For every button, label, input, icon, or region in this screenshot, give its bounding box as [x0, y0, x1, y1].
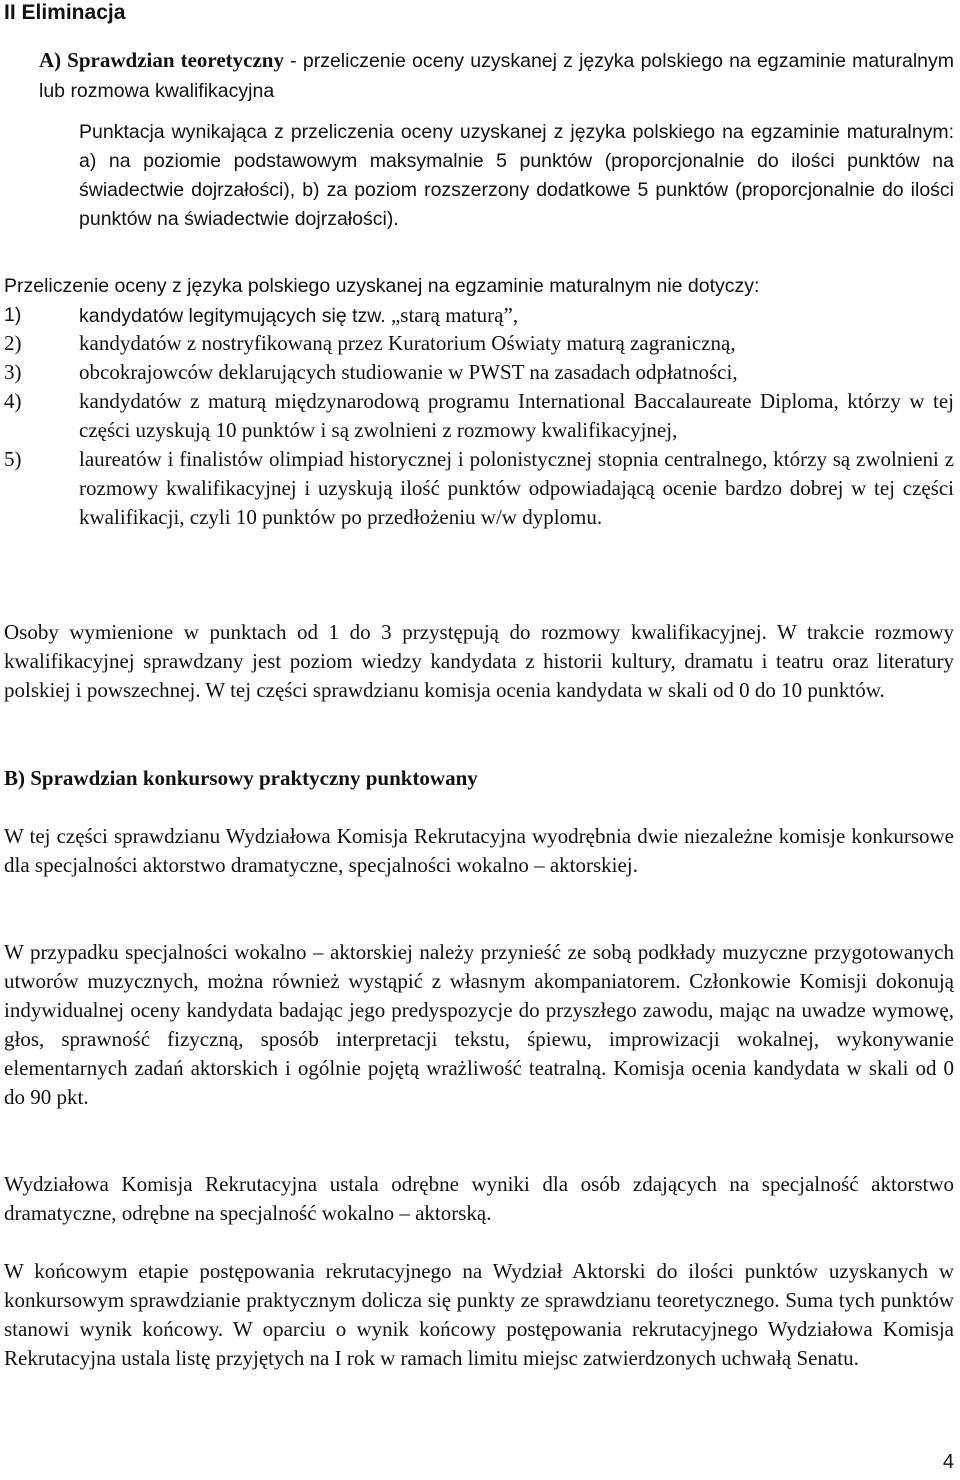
list-item [4, 387, 954, 445]
list-item [4, 301, 954, 331]
list-item-text: laureatów i finalistów olimpiad historycznej i polonistycznej stopnia centralnego, którzy są zwolnieni z rozmowy kwalifikacyjnej i uzyskują ilość punktów odpowiadającą ocenie bardzo dobrej w tej części kwalifikacji, czyli 10 punktów po przedłożeniu w/w dyplomu. [79, 447, 954, 529]
list-item-number: 4) [4, 389, 22, 413]
list-item-number: 1) [4, 304, 22, 326]
list-item [4, 329, 954, 358]
osoby-paragraph: Osoby wymienione w punktach od 1 do 3 przystępują do rozmowy kwalifikacyjnej. W trakcie rozmowy kwalifikacyjnej sprawdzany jest poziom wiedzy kandydata z historii kultury, dramatu i teatru oraz literatury polskiej i powszechnej. W tej części sprawdzianu komisja ocenia kandydata w skali od 0 do 10 punktów. [4, 620, 954, 702]
list-item-text: obcokrajowców deklarujących studiowanie w PWST na zasadach odpłatności, [79, 360, 738, 384]
list-item-number: 2) [4, 331, 22, 355]
list-item-number: 3) [4, 360, 22, 384]
section-b-heading: B) Sprawdzian konkursowy praktyczny punktowany [4, 766, 478, 790]
exemption-list [4, 329, 954, 532]
section-a-label: A) Sprawdzian teoretyczny [39, 48, 284, 72]
list-item-text-quote: „starą maturą”, [385, 303, 519, 327]
section-b-paragraph-1: W tej części sprawdzianu Wydziałowa Komisja Rekrutacyjna wyodrębnia dwie niezależne komisje konkursowe dla specjalności aktorstwo dramatyczne, specjalności wokalno – aktorskiej. [4, 824, 954, 877]
przeliczenie-intro: Przeliczenie oceny z języka polskiego uzyskanej na egzaminie maturalnym nie dotyczy: [4, 275, 760, 297]
section-b-paragraph-3: Wydziałowa Komisja Rekrutacyjna ustala odrębne wyniki dla osób zdających na specjalność aktorstwo dramatyczne, odrębne na specjalność wokalno – aktorską. [4, 1172, 954, 1225]
list-item [4, 358, 954, 387]
section-b-paragraph-4: W końcowym etapie postępowania rekrutacyjnego na Wydział Aktorski do ilości punktów uzyskanych w konkursowym sprawdzianie praktycznym dolicza się punkty ze sprawdzianu teoretycznego. Suma tych punktów stanowi wynik końcowy. W oparciu o wynik końcowy postępowania rekrutacyjnego Wydziałowa Komisja Rekrutacyjna ustala listę przyjętych na I rok w ramach limitu miejsc zatwierdzonych uchwałą Senatu. [4, 1259, 954, 1370]
section-a-title [39, 46, 954, 106]
page-number: 4 [942, 1451, 954, 1473]
section-heading: II Eliminacja [4, 1, 126, 24]
section-b-paragraph-2: W przypadku specjalności wokalno – aktorskiej należy przynieść ze sobą podkłady muzyczne przygotowanych utworów muzycznych, można również wystąpić z własnym akompaniatorem. Członkowie Komisji dokonują indywidualnej oceny kandydata badając jego predyspozycje do przyszłego zawodu, mając na uwadze wymowę, głos, sprawność fizyczną, sposób interpretacji tekstu, śpiewu, improwizacji wokalnej, wykonywanie elementarnych zadań aktorskich i ogólnie pojętą wrażliwość teatralną. Komisja ocenia kandydata w skali od 0 do 90 pkt. [4, 940, 954, 1109]
list-item-number: 5) [4, 447, 22, 471]
list-item-text: kandydatów legitymujących się tzw. [79, 305, 386, 327]
list-item-text: kandydatów z nostryfikowaną przez Kuratorium Oświaty maturą zagraniczną, [79, 331, 736, 355]
punktacja-paragraph: Punktacja wynikająca z przeliczenia oceny uzyskanej z języka polskiego na egzaminie maturalnym: a) na poziomie podstawowym maksymalnie 5 punktów (proporcjonalnie do ilości punktów na świadectwie dojrzałości), b) za poziom rozszerzony dodatkowe 5 punktów (proporcjonalnie do ilości punktów na świadectwie dojrzałości). [79, 121, 954, 230]
section-a-description: - przeliczenie oceny uzyskanej z języka polskiego na egzaminie maturalnym lub rozmowa kwalifikacyjna [39, 50, 954, 102]
list-item [4, 445, 954, 532]
exemption-list-first [4, 301, 954, 331]
list-item-text: kandydatów z maturą międzynarodową programu International Baccalaureate Diploma, którzy w tej części uzyskują 10 punktów i są zwolnieni z rozmowy kwalifikacyjnej, [79, 389, 954, 442]
